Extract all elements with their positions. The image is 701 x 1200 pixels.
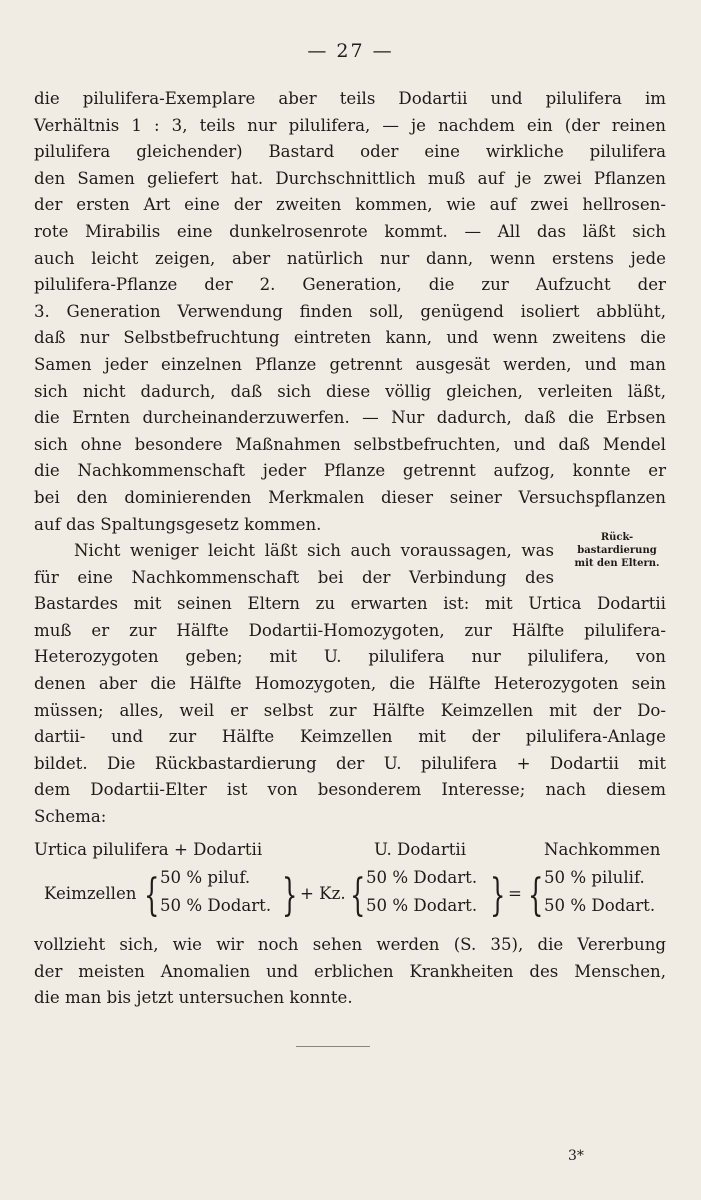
text-line: auf das Spaltungsgesetz kommen. [34, 514, 322, 534]
open-brace: { [350, 870, 366, 921]
text-line: Schema: [34, 807, 107, 827]
schema-col-parent: U. Dodartii [374, 840, 467, 859]
text-line: pilulifera-Pflanze der 2. Generation, die zur Aufzucht der [34, 275, 666, 295]
text-line: 3. Generation Verwendung finden soll, genügend isoliert abblüht, [34, 301, 666, 321]
margin-note-line: mit den Eltern. [574, 558, 660, 569]
gamete-a2: 50 % Dodart. [160, 896, 272, 915]
text-line: Bastardes mit seinen Eltern zu erwarten ist: mit Urtica Dodartii [34, 594, 666, 614]
page-number: — 27 — [307, 40, 394, 62]
open-brace: { [144, 870, 160, 921]
closing-text [34, 932, 666, 1012]
text-line: daß nur Selbstbefruchtung eintreten kann, und wenn zweitens die [34, 328, 666, 348]
margin-note-line: bastardierung [577, 545, 657, 556]
open-brace: { [528, 870, 544, 921]
plus-kz: + Kz. [300, 884, 346, 903]
section-divider [296, 1046, 370, 1047]
offspring-c2: 50 % Dodart. [544, 896, 656, 915]
text-line: dartii- und zur Hälfte Keimzellen mit der pilulifera-Anlage [34, 727, 666, 747]
text-line: der ersten Art eine der zweiten kommen, wie auf zwei hellrosen- [34, 195, 666, 215]
gamete-b2: 50 % Dodart. [366, 896, 478, 915]
text-line: müssen; alles, weil er selbst zur Hälfte Keimzellen mit der Do- [34, 700, 666, 720]
text-line: denen aber die Hälfte Homozygoten, die Hälfte Heterozygoten sein [34, 674, 666, 694]
text-line: rote Mirabilis eine dunkelrosenrote kommt. — All das läßt sich [34, 221, 666, 241]
signature-mark: 3* [568, 1148, 584, 1164]
text-line: die pilulifera-Exemplare aber teils Dodartii und pilulifera im [34, 89, 666, 108]
margin-note [562, 531, 672, 570]
text-line: Verhältnis 1 : 3, teils nur pilulifera, — je nachdem ein (der reinen [34, 115, 666, 135]
text-line: bei den dominierenden Merkmalen dieser seiner Versuchspflanzen [34, 487, 666, 507]
close-brace: } [282, 870, 298, 921]
text-line: muß er zur Hälfte Dodartii-Homozygoten, zur Hälfte pilulifera- [34, 620, 666, 640]
gamete-b1: 50 % Dodart. [366, 868, 478, 887]
schema-formula [44, 868, 674, 928]
text-line: die Nachkommenschaft jeder Pflanze getrennt aufzog, konnte er [34, 461, 666, 481]
gamete-a1: 50 % piluf. [160, 868, 251, 887]
text-line: den Samen geliefert hat. Durchschnittlich muß auf je zwei Pflanzen [34, 168, 666, 188]
text-line: dem Dodartii-Elter ist von besonderem Interesse; nach diesem [34, 780, 666, 800]
schema-col-hybrid: Urtica pilulifera + Dodartii [34, 840, 263, 859]
close-brace: } [490, 870, 506, 921]
text-line: auch leicht zeigen, aber natürlich nur dann, wenn erstens jede [34, 248, 666, 268]
text-line: Heterozygoten geben; mit U. pilulifera nur pilulifera, von [34, 647, 666, 667]
text-line: pilulifera gleichender) Bastard oder eine wirkliche pilulifera [34, 142, 666, 162]
text-line: sich ohne besondere Maßnahmen selbstbefruchten, und daß Mendel [34, 434, 666, 454]
text-line: bildet. Die Rückbastardierung der U. pilulifera + Dodartii mit [34, 753, 666, 773]
text-line: vollzieht sich, wie wir noch sehen werden (S. 35), die Vererbung [34, 935, 666, 954]
text-line: die Ernten durcheinanderzuwerfen. — Nur dadurch, daß die Erbsen [34, 408, 666, 428]
text-line: der meisten Anomalien und erblichen Krankheiten des Menschen, [34, 961, 666, 981]
text-line: Nicht weniger leicht läßt sich auch voraussagen, was [74, 541, 554, 561]
margin-note-line: Rück- [600, 532, 634, 543]
schema-col-offspring: Nachkommen [544, 840, 661, 859]
keimzellen-label: Keimzellen [44, 884, 137, 903]
text-line: Samen jeder einzelnen Pflanze getrennt ausgesät werden, und man [34, 354, 666, 374]
main-text [34, 86, 666, 831]
text-line: sich nicht dadurch, daß sich diese völlig gleichen, verleiten läßt, [34, 381, 666, 401]
equals-sign: = [508, 884, 522, 903]
offspring-c1: 50 % pilulif. [544, 868, 645, 887]
text-line: für eine Nachkommenschaft bei der Verbindung des [34, 567, 554, 587]
text-line: die man bis jetzt untersuchen konnte. [34, 988, 353, 1008]
